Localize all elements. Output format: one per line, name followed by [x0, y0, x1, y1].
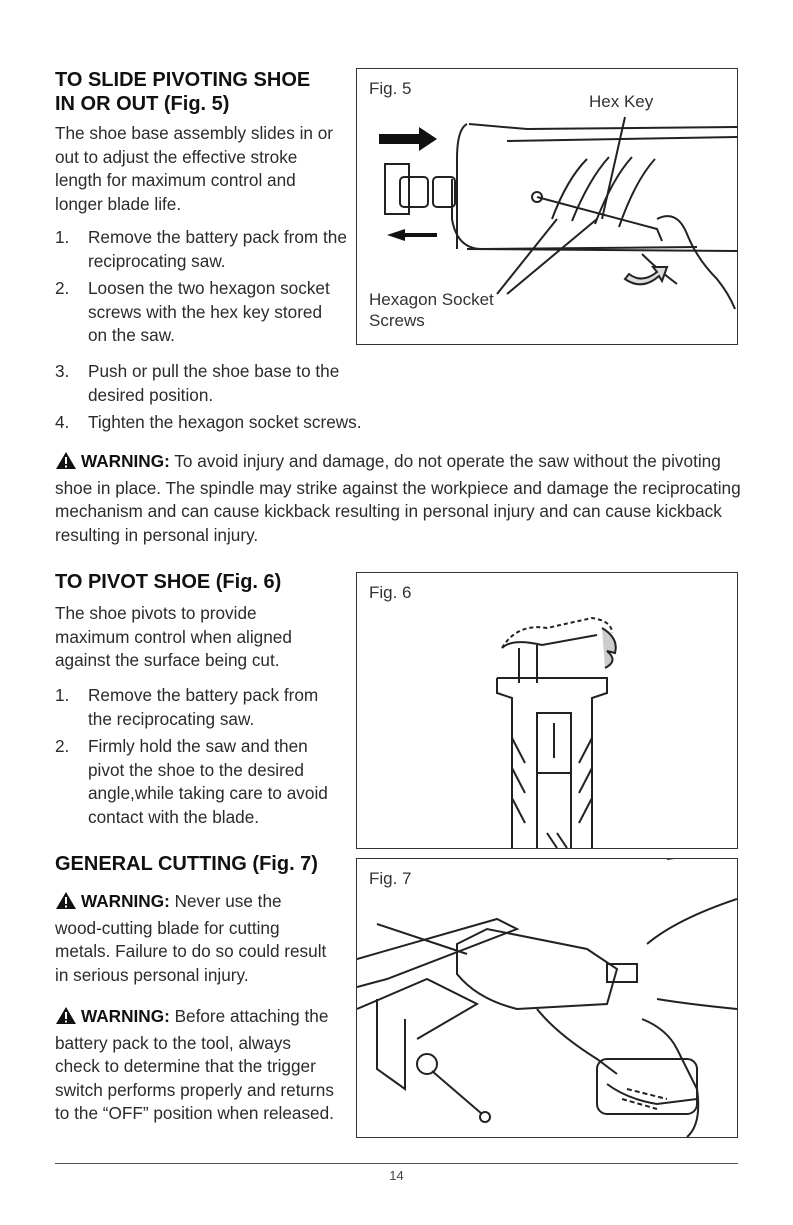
- page-number: 14: [389, 1168, 404, 1183]
- section-heading: TO PIVOT SHOE (Fig. 6): [55, 571, 282, 593]
- section-heading: GENERAL CUTTING (Fig. 7): [55, 853, 318, 875]
- callout-hex-key: Hex Key: [589, 92, 654, 111]
- section-heading: TO SLIDE PIVOTING SHOE: [55, 69, 311, 91]
- warning-triangle-icon: [55, 891, 77, 917]
- figure-label: Fig. 6: [369, 583, 412, 602]
- list-item: 2. Firmly hold the saw and then pivot the shoe to the desired angle,while taking care to avoid contact with the blade.: [55, 736, 328, 827]
- section-pivot-shoe: [55, 570, 345, 673]
- warning-block: [55, 450, 745, 547]
- figure-5: [356, 68, 738, 345]
- warning-text: Before attaching the battery pack to the tool, always check to determine that the trigger switch performs properly and returns to the “OFF” position when released.: [55, 1006, 334, 1123]
- warning-label: WARNING:: [81, 1006, 170, 1026]
- list-item: 4. Tighten the hexagon socket screws.: [55, 412, 362, 432]
- warning-text: Never use the wood-cutting blade for cutting metals. Failure to do so could result in serious personal injury.: [55, 891, 327, 985]
- section-intro: The shoe base assembly slides in or out to adjust the effective stroke length for maximum control and longer blade life.: [55, 123, 334, 214]
- warning-triangle-icon: [55, 451, 77, 477]
- list-item: 2. Loosen the two hexagon socket screws with the hex key stored on the saw.: [55, 278, 330, 345]
- steps-list-pivot: [55, 684, 347, 833]
- warning-block: [55, 890, 327, 987]
- figure-label: Fig. 7: [369, 869, 412, 888]
- cutting-illustration: [357, 859, 737, 1137]
- steps-list-slide-cont: [55, 360, 735, 439]
- figure-label: Fig. 5: [369, 79, 412, 98]
- figure-7: [356, 858, 738, 1138]
- warning-label: WARNING:: [81, 451, 170, 471]
- list-item: 3. Push or pull the shoe base to the desired position.: [55, 361, 340, 405]
- list-item: 1. Remove the battery pack from the reciprocating saw.: [55, 685, 319, 729]
- section-slide-shoe: [55, 68, 350, 216]
- footer-divider: [55, 1163, 738, 1164]
- steps-list-slide: [55, 226, 355, 352]
- list-item: 1. Remove the battery pack from the reciprocating saw.: [55, 227, 347, 271]
- section-general-cutting: [55, 852, 350, 876]
- saw-shoe-illustration: [357, 69, 737, 344]
- warning-triangle-icon: [55, 1006, 77, 1032]
- section-heading: IN OR OUT (Fig. 5): [55, 93, 230, 115]
- section-intro: The shoe pivots to provide maximum control when aligned against the surface being cut.: [55, 603, 292, 670]
- warning-text: To avoid injury and damage, do not operate the saw without the pivoting shoe in place. The spindle may strike against the workpiece and damage the reciprocating mechanism and can cause kickback resulting in personal injury and can cause kickback resulting in personal injury.: [55, 451, 741, 545]
- warning-label: WARNING:: [81, 891, 170, 911]
- figure-6: [356, 572, 738, 849]
- pivot-shoe-illustration: [357, 573, 737, 848]
- warning-block: [55, 1005, 335, 1126]
- callout-hexagon-screws: Hexagon Socket Screws: [369, 290, 494, 330]
